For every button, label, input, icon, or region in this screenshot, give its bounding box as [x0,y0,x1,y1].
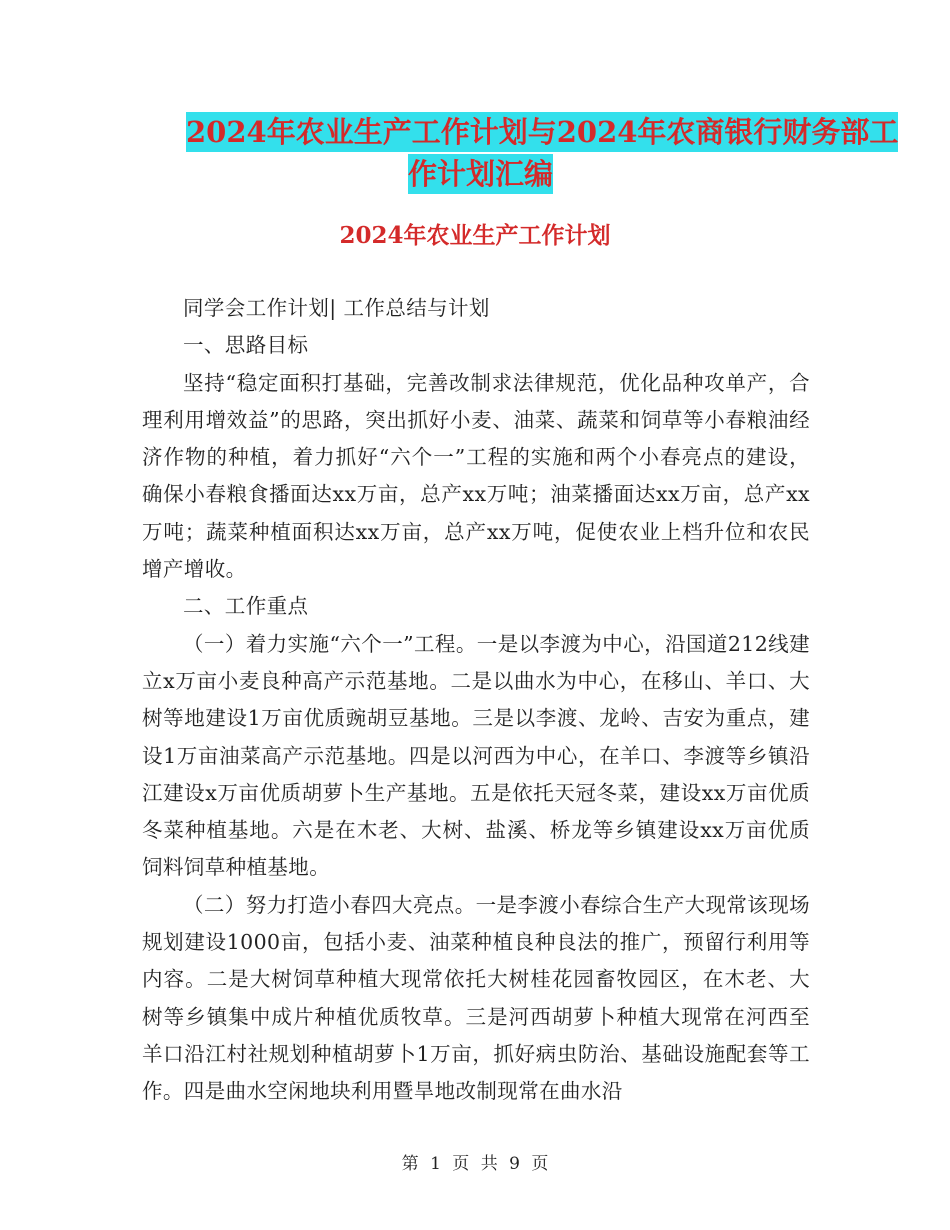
page-footer: 第 1 页 共 9 页 [401,1154,549,1174]
paragraph: 一、思路目标 [183,333,309,358]
section-heading: 2024年农业生产工作计划 [339,222,611,249]
paragraph: （二）努力打造小春四大亮点。一是李渡小春综合生产大现常该现场规划建设1000亩，包括小麦、油菜种植良种良法的推广，预留行利用等内容。二是大树饲草种植大现常依托大树桂花园畜牧园区，在木老、大树等乡镇集中成片种植优质牧草。三是河西胡萝卜种植大现常在河西至羊口沿江村社规划种植胡萝卜1万亩，抓好病虫防治、基础设施配套等工作。四是曲水空闲地块利用暨旱地改制现常在曲水沿 [142,892,810,1104]
paragraph: 同学会工作计划| 工作总结与计划 [183,296,490,320]
paragraph: （一）着力实施“六个一”工程。一是以李渡为中心，沿国道212线建立x万亩小麦良种高产示范基地。二是以曲水为中心，在移山、羊口、大树等地建设1万亩优质豌胡豆基地。三是以李渡、龙岭、吉安为重点，建设1万亩油菜高产示范基地。四是以河西为中心，在羊口、李渡等乡镇沿江建设x万亩优质胡萝卜生产基地。五是依托天冠冬菜，建设xx万亩优质冬菜种植基地。六是在木老、大树、盐溪、桥龙等乡镇建设xx万亩优质饲料饲草种植基地。 [142,631,810,880]
paragraph: 坚持“稳定面积打基础，完善改制求法律规范，优化品种攻单产，合理利用增效益”的思路，突出抓好小麦、油菜、蔬菜和饲草等小春粮油经济作物的种植，着力抓好“六个一”工程的实施和两个小春亮点的建设，确保小春粮食播面达xx万亩，总产xx万吨；油菜播面达xx万亩，总产xx万吨；蔬菜种植面积达xx万亩，总产xx万吨，促使农业上档升位和农民增产增收。 [142,370,810,582]
document-body [142,290,810,1111]
document-title-line-1: 2024年农业生产工作计划与2024年农商银行财务部工 [186,112,898,152]
document-title-line-2: 作计划汇编 [408,154,553,194]
paragraph: 二、工作重点 [183,594,309,619]
